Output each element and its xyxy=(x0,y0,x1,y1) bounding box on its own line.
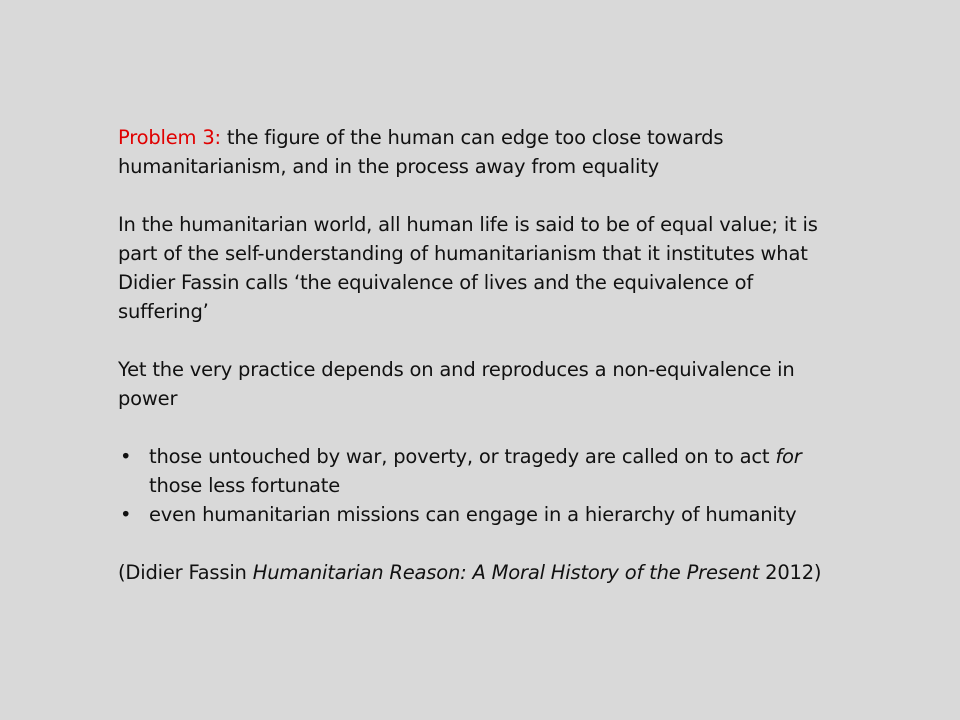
problem-label: Problem 3: xyxy=(118,126,221,149)
problem-text: the figure of the human can edge too close towards humanitarianism, and in the process away from equality xyxy=(118,126,724,178)
citation-open: (Didier Fassin xyxy=(118,561,253,584)
bullet-item-act-for xyxy=(118,442,838,500)
citation-title: Humanitarian Reason: A Moral History of the Present xyxy=(252,561,760,584)
citation xyxy=(118,558,838,587)
problem-statement xyxy=(118,123,838,181)
bullet-text-before: those untouched by war, poverty, or tragedy are called on to act xyxy=(149,445,776,468)
paragraph-non-equivalence: Yet the very practice depends on and reproduces a non-equivalence in power xyxy=(118,358,795,410)
bullet-list xyxy=(118,442,838,529)
bullet-text-emphasis: for xyxy=(775,445,802,468)
bullet-text-after: those less fortunate xyxy=(149,474,340,497)
bullet-icon: • xyxy=(120,503,132,526)
bullet-text: even humanitarian missions can engage in a hierarchy of humanity xyxy=(149,503,797,526)
bullet-icon: • xyxy=(120,445,132,468)
slide-body xyxy=(118,123,838,616)
bullet-item-hierarchy xyxy=(118,500,838,529)
citation-close: 2012) xyxy=(759,561,822,584)
paragraph-equal-value: In the humanitarian world, all human life is said to be of equal value; it is part of the self-understanding of humanitarianism that it institutes what Didier Fassin calls ‘the equivalence of lives and the equivalence of suffering’ xyxy=(118,213,818,323)
